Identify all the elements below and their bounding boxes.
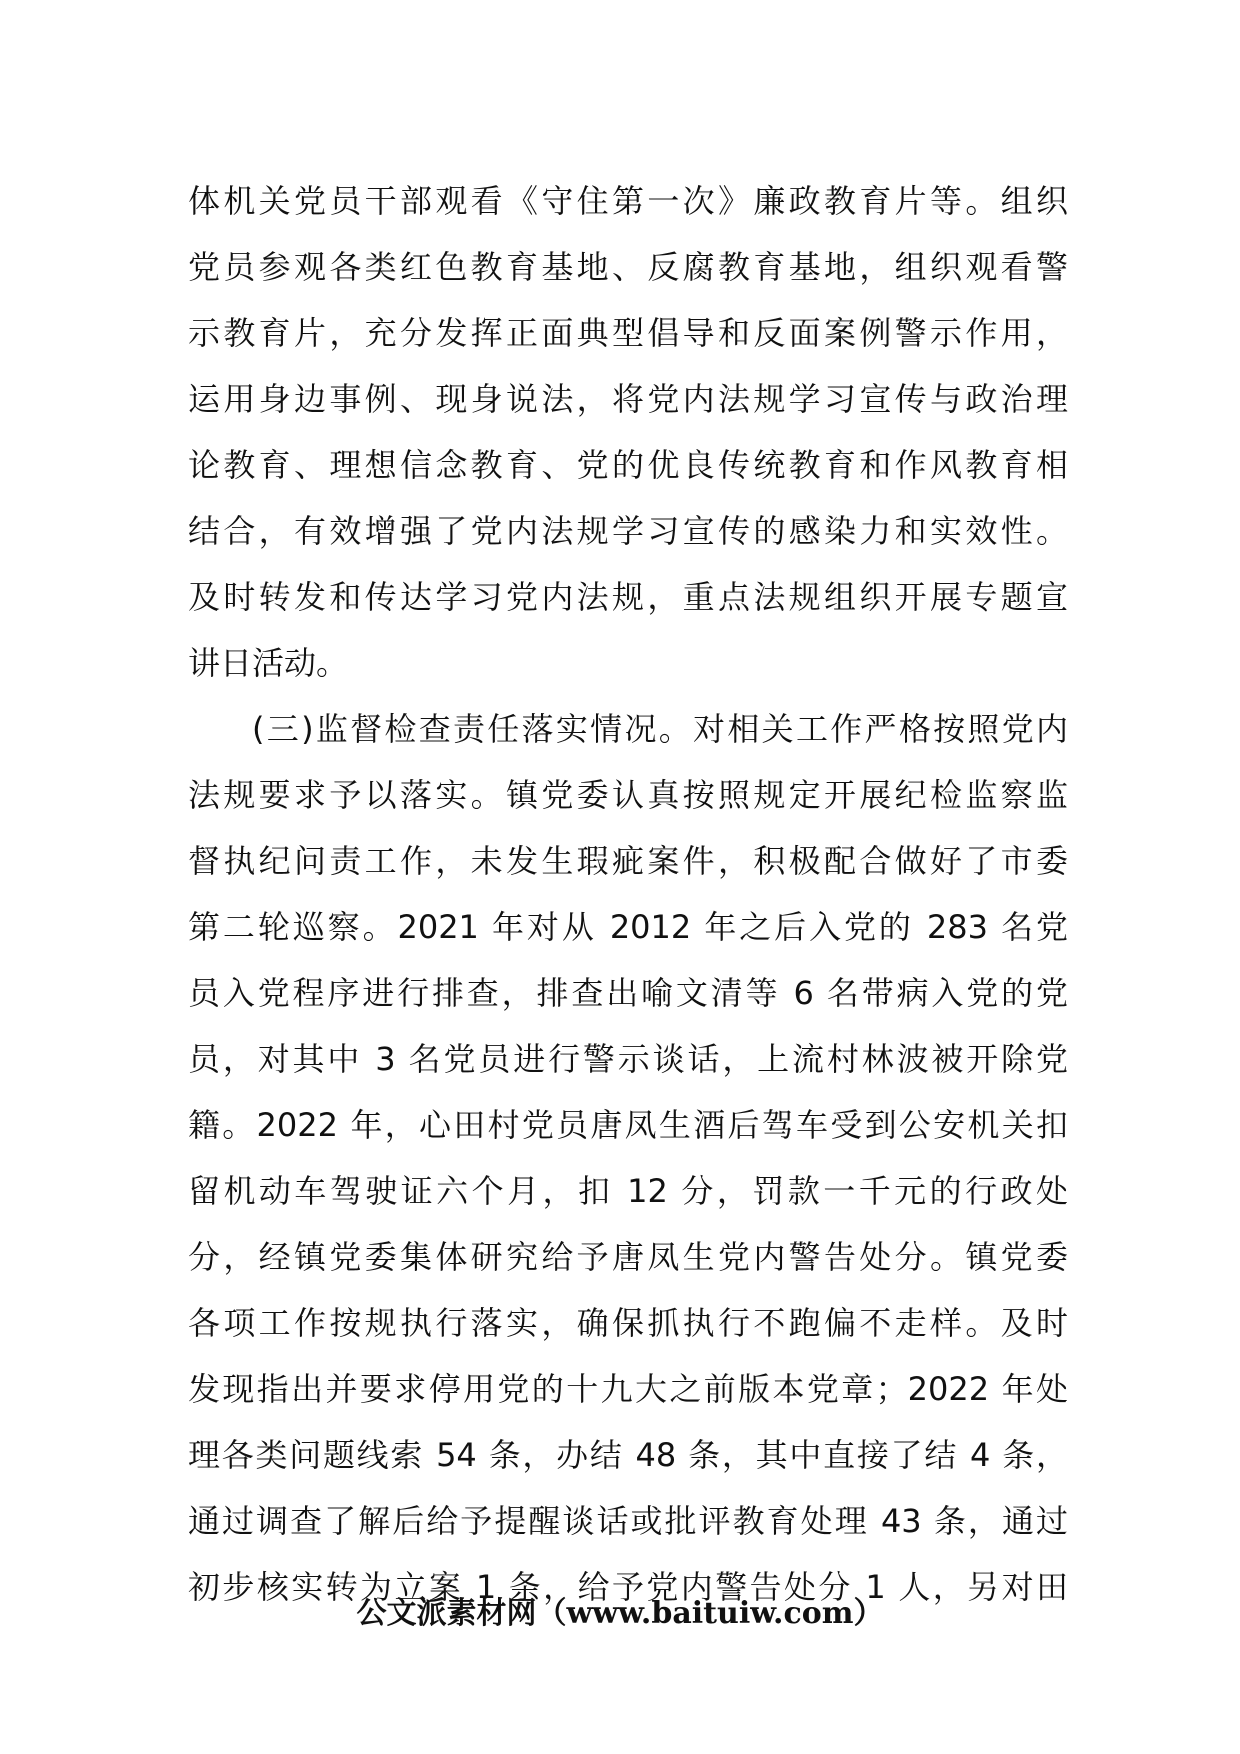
- text-line: 发现指出并要求停用党的十九大之前版本党章；2022 年处: [188, 1370, 1068, 1408]
- text-line: 论教育、理想信念教育、党的优良传统教育和作风教育相: [188, 446, 1068, 484]
- section-heading-line: (三)监督检查责任落实情况。对相关工作严格按照党内: [252, 710, 1068, 748]
- text-line: 及时转发和传达学习党内法规，重点法规组织开展专题宣: [188, 578, 1068, 616]
- footer-watermark: 公文派素材网（www.baituiw.com）: [356, 1596, 884, 1631]
- text-line: 员，对其中 3 名党员进行警示谈话，上流村林波被开除党: [188, 1040, 1068, 1078]
- text-line: 党员参观各类红色教育基地、反腐教育基地，组织观看警: [188, 248, 1068, 286]
- paragraph-end-line: 讲日活动。: [188, 644, 349, 682]
- text-line: 各项工作按规执行落实，确保抓执行不跑偏不走样。及时: [188, 1304, 1068, 1342]
- text-line: 理各类问题线索 54 条，办结 48 条，其中直接了结 4 条，: [188, 1436, 1068, 1474]
- text-line: 通过调查了解后给予提醒谈话或批评教育处理 43 条，通过: [188, 1502, 1068, 1540]
- text-line: 督执纪问责工作，未发生瑕疵案件，积极配合做好了市委: [188, 842, 1068, 880]
- text-line: 员入党程序进行排查，排查出喻文清等 6 名带病入党的党: [188, 974, 1068, 1012]
- text-line: 法规要求予以落实。镇党委认真按照规定开展纪检监察监: [188, 776, 1068, 814]
- text-line: 运用身边事例、现身说法，将党内法规学习宣传与政治理: [188, 380, 1068, 418]
- text-line: 体机关党员干部观看《守住第一次》廉政教育片等。组织: [188, 182, 1068, 220]
- text-line: 籍。2022 年，心田村党员唐凤生酒后驾车受到公安机关扣: [188, 1106, 1068, 1144]
- text-line: 初步核实转为立案 1 条，给予党内警告处分 1 人，另对田: [188, 1568, 1068, 1606]
- text-line: 示教育片，充分发挥正面典型倡导和反面案例警示作用，: [188, 314, 1068, 352]
- text-line: 分，经镇党委集体研究给予唐凤生党内警告处分。镇党委: [188, 1238, 1068, 1276]
- text-line: 留机动车驾驶证六个月，扣 12 分，罚款一千元的行政处: [188, 1172, 1068, 1210]
- text-line: 结合，有效增强了党内法规学习宣传的感染力和实效性。: [188, 512, 1068, 550]
- document-body: [188, 168, 1068, 1620]
- text-line: 第二轮巡察。2021 年对从 2012 年之后入党的 283 名党: [188, 908, 1068, 946]
